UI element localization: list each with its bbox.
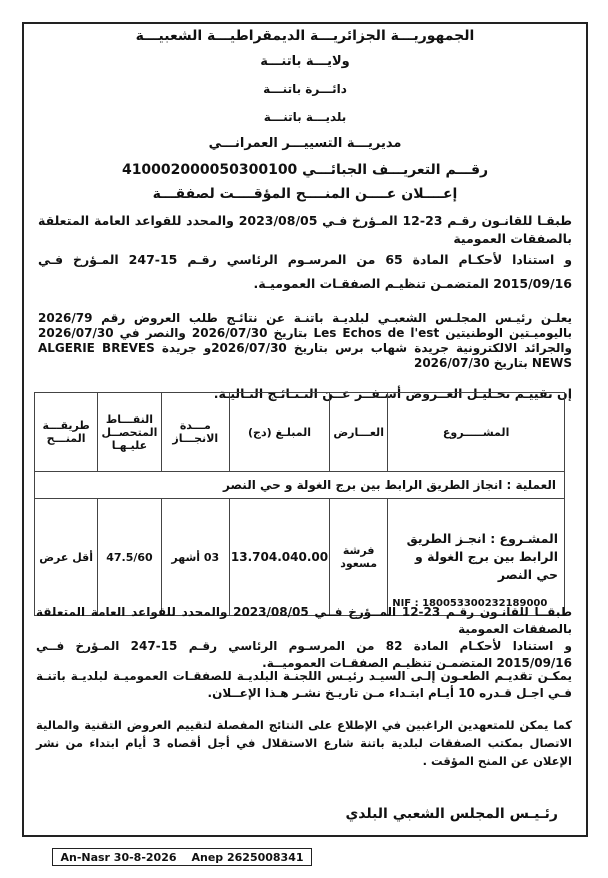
- wilaya-heading: ولايـــة باتنـــة: [260, 54, 350, 69]
- decree-reference: و استنادا لأحكـام المادة 65 من المرسـوم الرئاسي رقـم 15-247 المـؤرخ فـي 2015/09/16 المتضمـن تنظيـم الصفقـات العموميـة.: [38, 252, 572, 291]
- republic-heading: الجمهوريـــة الجزائريـــة الديمقراطيـــة الشعبيـــة: [135, 28, 475, 44]
- appeal-notice: يمكـن تقديـم الطعـون إلـى السيـد رئيـس اللجنـة البلديـة للصفقـات العموميـة لبلديـة باتنـة فـي اجـل قـدره 10 أيـام ابتـداء مـن تاريـخ نشـر هـذا الإعــلان.: [36, 669, 572, 700]
- results-table: [34, 392, 565, 616]
- header-amount: المبلـغ (دج): [229, 393, 329, 472]
- project-cell: [388, 499, 565, 616]
- closing-decree-text: و استنادا لأحكـام المادة 82 من المرسـوم الرئاسي رقـم 15-247 المـؤرخ فــي 2015/09/16 المتضمـن تنظيـم الصفقـات العموميــة.: [36, 639, 573, 670]
- table-row: [35, 499, 565, 616]
- project-name: المشـروع : انجـز الطريق الرابط بين برج الغولة و حي النصر: [406, 531, 558, 582]
- amount-cell: 13.704.040.00: [229, 499, 329, 616]
- newspaper-ref: An-Nasr 30-8-2026: [60, 850, 177, 864]
- evaluation-statement: إن تقييـم تحـليـل العــروض أسـفــر عــن النـتـائـج التـاليـة.: [213, 386, 572, 401]
- header-duration: مـــدة الانجـــاز: [161, 393, 229, 472]
- tax-id: رقـــم التعريـــف الجبائـــي 410002000050300100: [121, 162, 489, 178]
- daira-heading: دائـــرة باتنـــة: [263, 82, 347, 96]
- header-score: النقـــاط المتحصــل عليـهـا: [98, 393, 161, 472]
- header-bidder: العـــارض: [330, 393, 388, 472]
- method-cell: أقل عرض: [35, 499, 98, 616]
- announcement-title: إعــــلان عــــن المنــــح المؤقــــت لصفقـــة: [152, 186, 458, 202]
- commune-heading: بلديـــة باتنـــة: [263, 110, 347, 124]
- operation-row: [35, 472, 565, 499]
- signature: رئـيـس المجلس الشعبي البلدي: [345, 806, 558, 822]
- header-method: طريقـــة المنـــح: [35, 393, 98, 472]
- table-header-row: [35, 393, 565, 472]
- closing-law-reference: [36, 604, 572, 672]
- footer-box: [52, 848, 312, 866]
- info-notice: كما يمكن للمتعهدين الراغبين في الإطلاع على النتائج المفصلة لتقييم العروض التقنية والمالية الاتصال بمكتب الصفقات لبلدية باتنة شارع الاستقلال في أجل أقصاه 3 أيام ابتداء من نشر الإعلان عن المنح المؤقت .: [36, 718, 572, 768]
- directorate-heading: مديريـــة التسييـــر العمرانـــي: [208, 136, 402, 151]
- bidder-cell: فرشة مسعود: [330, 499, 388, 616]
- nif-number: NIF : 180053300232189000: [392, 598, 548, 609]
- results-announcement: يعلـن رئيـس المجلـس الشعبـي لبلديـة باتنـة عن نتائـج طلب العروض رقم 2026/79 باليوميـتين الوطنيتين Les Echos de l'est بتاريخ 2026/07/30 والنصر في 2026/07/30 والجرائد الالكترونية جريدة شهاب برس بتاريخ 2026/07/30و جريدة ALGERIE BREVES NEWS بتاريخ 2026/07/30: [38, 311, 573, 370]
- operation-label: العملية : انجاز الطريق الرابط بين برج الغولة و حي النصر: [35, 472, 565, 499]
- law-reference: طبقـا للقانـون رقـم 23-12 المـؤرخ فـي 2023/08/05 والمحدد للقواعد العامة المتعلقة بالصفقات العمومية: [38, 213, 572, 246]
- header-project: المشـــــروع: [388, 393, 565, 472]
- duration-cell: 03 أشهر: [161, 499, 229, 616]
- anep-ref: Anep 2625008341: [191, 850, 304, 864]
- closing-law-text: طبقــا للقانـون رقـم 23-12 المــؤرخ فــي 2023/08/05 والمحدد للقواعد العامة المتعلقة بالصفقات العمومية: [36, 605, 572, 636]
- score-cell: 47.5/60: [98, 499, 161, 616]
